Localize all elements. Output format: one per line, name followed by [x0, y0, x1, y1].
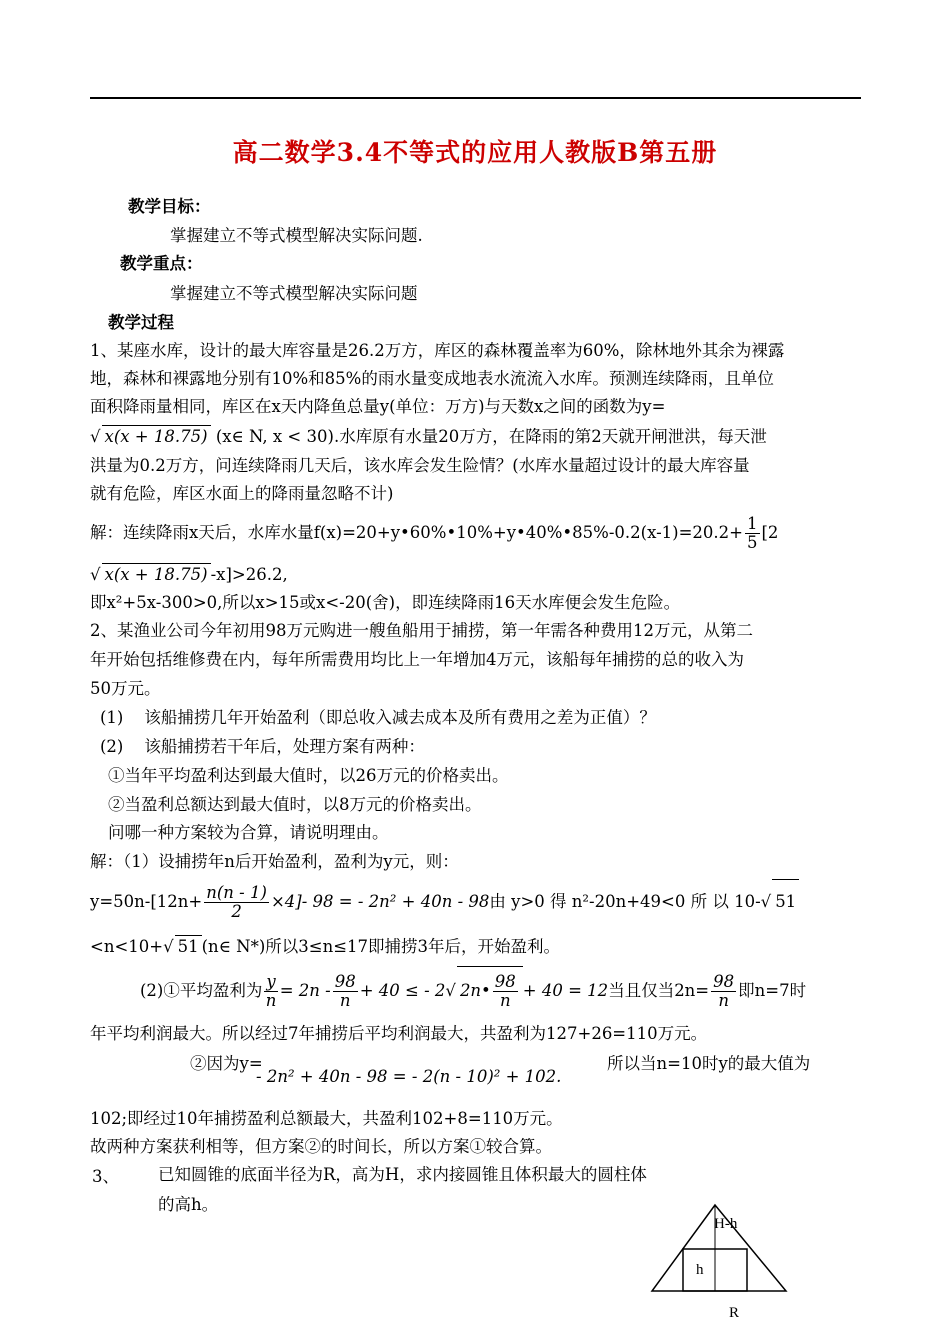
solution2-line3 — [90, 935, 560, 958]
solution1-tail: [2 — [761, 523, 779, 542]
sqrt-sign: √ — [163, 937, 174, 956]
sqrt-inner: 2n• — [459, 981, 491, 1000]
solution2-line5: 年平均利润最大。所以经过7年捕捞后平均利润最大，共盈利为127+26=110万元。 — [90, 1024, 708, 1043]
solution1-text: 解：连续降雨x天后，水库水量f(x)=20+y•60%•10%+y•40%•85%-0.2(x-1)=20.2+ — [90, 523, 743, 542]
solution1-line2-tail: -x]>26.2, — [210, 565, 288, 584]
page-title: 高二数学3.4不等式的应用人教版B第五册 — [232, 138, 718, 167]
problem1-line5: 洪量为0.2万方，问连续降雨几天后，该水库会发生险情？(水库水量超过设计的最大库容量 — [90, 456, 750, 475]
cone-cylinder-diagram — [640, 1200, 800, 1330]
question-2: (2) 该船捕捞若干年后，处理方案有两种： — [100, 737, 425, 756]
fraction-denominator: 2 — [231, 902, 242, 921]
solution2-expr-b: ×4]- 98 = - 2n² + 40n - 98 — [270, 892, 490, 911]
fraction-denominator: n — [265, 991, 277, 1010]
fraction-y-over-n — [264, 973, 277, 1010]
fraction-numerator: 98 — [494, 972, 516, 991]
label-h-minus-h: H-h — [714, 1216, 738, 1232]
label-r: R — [729, 1305, 740, 1321]
fraction-numerator: 98 — [713, 972, 735, 991]
sqrt-expr: x(x + 18.75) — [102, 563, 211, 586]
solution2-line8: 故两种方案获利相等，但方案②的时间长，所以方案①较合算。 — [90, 1137, 552, 1156]
solution1-line1 — [90, 513, 778, 553]
problem3-line1: 已知圆锥的底面半径为R，高为H，求内接圆锥且体积最大的圆柱体 — [158, 1165, 647, 1184]
question-1: (1) 该船捕捞几年开始盈利（即总收入减去成本及所有费用之差为正值）？ — [100, 708, 656, 727]
focus-label: 教学重点： — [120, 254, 203, 273]
fraction-one-fifth — [745, 515, 760, 552]
problem2-line2: 年开始包括维修费在内，每年所需费用均比上一年增加4万元，该船每年捕捞的总的收入为 — [90, 650, 744, 669]
solution2-range-b: (n∈ N*)所以3≤n≤17即捕捞3年后，开始盈利。 — [201, 937, 561, 956]
problem1-line1: 1、某座水库，设计的最大库容量是26.2万方，库区的森林覆盖率为60%，除林地外其余为裸露 — [90, 341, 785, 360]
problem2-line3: 50万元。 — [90, 679, 161, 698]
avg-profit-label: (2)①平均盈利为 — [140, 981, 263, 1000]
fraction-98-over-n — [711, 973, 736, 1010]
sqrt-sign: √ — [90, 565, 101, 584]
problem1-line3: 面积降雨量相同，库区在x天内降鱼总量y(单位：万方)与天数x之间的函数为y= — [90, 397, 666, 416]
sqrt-expr — [457, 966, 523, 1015]
problem1-line6: 就有危险，库区水面上的降雨量忽略不计) — [90, 484, 394, 503]
solution2-line7: 102;即经过10年捕捞盈利总额最大，共盈利102+8=110万元。 — [90, 1109, 563, 1128]
fraction-denominator: 5 — [747, 533, 758, 552]
problem1-line2: 地，森林和裸露地分别有10%和85%的雨水量变成地表水流流入水库。预测连续降雨，且单位 — [90, 369, 774, 388]
solution2-line4 — [140, 966, 806, 1015]
fraction-98-over-n — [333, 973, 358, 1010]
solution2-line6b: 所以当n=10时y的最大值为 — [607, 1054, 811, 1073]
fraction-n-n-1 — [204, 884, 269, 921]
option-1: ①当年平均盈利达到最大值时，以26万元的价格卖出。 — [108, 766, 509, 785]
solution2-expr-c: 由 y>0 得 n²-20n+49<0 所 以 10- — [489, 892, 761, 911]
question-ask: 问哪一种方案较为合算，请说明理由。 — [108, 823, 389, 842]
sqrt-sign: √ — [90, 427, 101, 446]
solution1-line2 — [90, 563, 288, 586]
avg-expr-c: + 40 ≤ - 2 — [359, 981, 446, 1000]
fraction-numerator: y — [266, 972, 276, 991]
fraction-numerator: 98 — [334, 972, 356, 991]
sqrt-sign: √ — [445, 981, 456, 1000]
focus-text: 掌握建立不等式模型解决实际问题 — [170, 284, 418, 303]
solution2-line2 — [90, 879, 799, 924]
problem3-line2: 的高h。 — [158, 1195, 219, 1214]
goal-label: 教学目标： — [128, 197, 211, 216]
avg-expr-d: + 40 = 12 — [522, 981, 609, 1000]
fraction-numerator: n(n - 1) — [206, 883, 267, 902]
domain-condition: (x∈ N, x < 30) — [215, 427, 334, 446]
sqrt-sign: √ — [760, 892, 772, 911]
solution2-range-a: <n<10+ — [90, 937, 164, 956]
fraction-98-over-n — [493, 973, 518, 1010]
label-h: h — [696, 1262, 704, 1278]
option-2: ②当盈利总额达到最大值时，以8万元的价格卖出。 — [108, 795, 482, 814]
problem1-line4-rest: .水库原有水量20万方，在降雨的第2天就开闸泄洪，每天泄 — [333, 427, 767, 446]
problem1-line4 — [90, 425, 767, 448]
fraction-denominator: n — [499, 991, 511, 1010]
solution2-line1: 解：（1）设捕捞年n后开始盈利，盈利为y元，则： — [90, 852, 459, 871]
avg-result: 即n=7时 — [738, 981, 807, 1000]
solution2-quadratic: - 2n² + 40n - 98 = - 2(n - 10)² + 102. — [256, 1067, 562, 1086]
problem2-line1: 2、某渔业公司今年初用98万元购进一艘鱼船用于捕捞，第一年需各种费用12万元，从第二 — [90, 621, 753, 640]
solution1-line3: 即x²+5x-300>0,所以x>15或x<-20(舍)，即连续降雨16天水库便会发生危险。 — [90, 593, 681, 612]
solution2-line6a: ②因为y= — [190, 1054, 263, 1073]
avg-condition: 当且仅当2n= — [608, 981, 710, 1000]
sqrt-51: 51 — [175, 935, 202, 958]
avg-expr-b: = 2n - — [279, 981, 331, 1000]
fraction-denominator: n — [339, 991, 351, 1010]
sqrt-51: 51 — [772, 879, 799, 924]
fraction-numerator: 1 — [747, 514, 758, 533]
process-label: 教学过程 — [108, 313, 174, 332]
fraction-denominator: n — [718, 991, 729, 1010]
sqrt-expr: x(x + 18.75) — [102, 425, 211, 448]
problem3-number: 3、 — [92, 1167, 119, 1186]
goal-text: 掌握建立不等式模型解决实际问题. — [170, 226, 423, 245]
solution2-expr-a: y=50n-[12n+ — [90, 892, 203, 911]
header-rule — [90, 97, 861, 99]
